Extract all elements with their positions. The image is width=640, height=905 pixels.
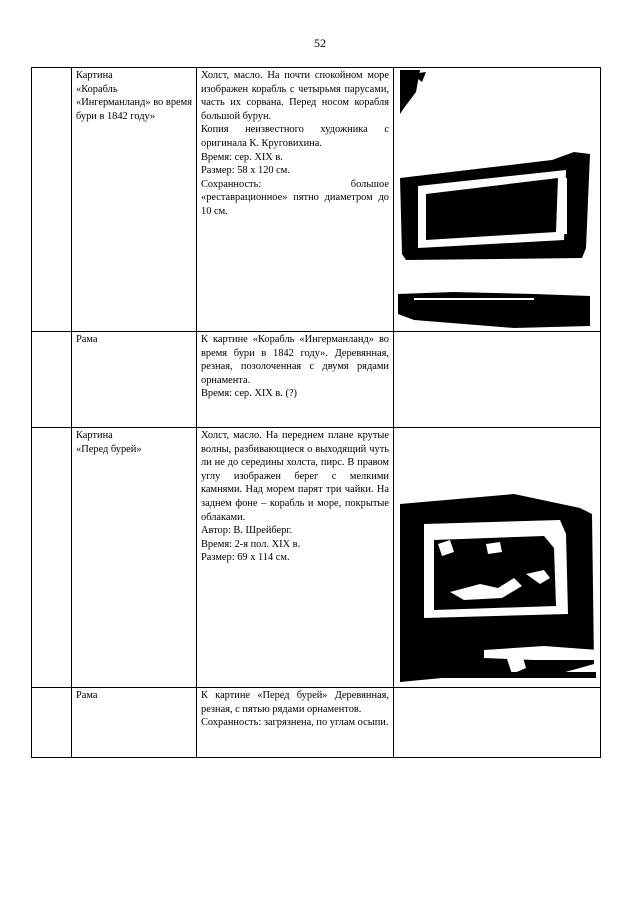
row-number-cell xyxy=(32,68,72,332)
row-number-cell xyxy=(32,428,72,688)
table-row xyxy=(32,68,601,332)
description-line: К картине «Перед бурей» Деревянная, резная, с пятью рядами орнаментов. xyxy=(201,690,389,715)
item-name-cell xyxy=(72,428,197,688)
painting-photo xyxy=(394,428,601,687)
description-line: Размер: 69 х 114 см. xyxy=(201,552,290,564)
description-line: К картине «Корабль «Ингерманланд» во время бури в 1842 году». Деревянная, резная, позолоченная с двумя рядами орнамента. xyxy=(201,334,389,386)
description-line: Время: сер. XIX в. xyxy=(201,151,283,163)
item-photo-cell xyxy=(394,688,601,758)
page-number: 52 xyxy=(314,36,326,50)
item-photo-cell xyxy=(394,428,601,688)
table-row xyxy=(32,688,601,758)
item-type: Картина xyxy=(76,70,113,81)
item-description-cell xyxy=(197,688,394,758)
description-line: Размер: 58 х 120 см. xyxy=(201,165,290,177)
item-description-cell xyxy=(197,68,394,332)
description-line: Сохранность: большое «реставрационное» пятно диаметром до 10 см. xyxy=(201,178,389,217)
item-type: Рама xyxy=(76,334,98,345)
table-row xyxy=(32,428,601,688)
description-line: Время: 2-я пол. XIX в. xyxy=(201,538,301,550)
item-title: «Корабль «Ингерманланд» во время бури в 1842 году» xyxy=(76,83,192,122)
item-photo-cell xyxy=(394,68,601,332)
painting-photo xyxy=(394,68,601,331)
row-number-cell xyxy=(32,332,72,428)
description-line: Автор: В. Шрейберг. xyxy=(201,525,293,537)
description-line: Холст, масло. На почти спокойном море изображен корабль с четырьмя парусами, часть их сорвана. Перед носом корабля большой бурун. xyxy=(201,70,389,122)
table-row xyxy=(32,332,601,428)
item-name-cell xyxy=(72,68,197,332)
row-number-cell xyxy=(32,688,72,758)
description-line: Копия неизвестного художника с оригинала К. Круговихина. xyxy=(201,124,389,149)
item-description-cell xyxy=(197,428,394,688)
description-line: Время: сер. XIX в. (?) xyxy=(201,388,298,400)
item-type: Рама xyxy=(76,690,98,701)
description-line: Сохранность: загрязнена, по углам осыпи. xyxy=(201,717,389,729)
item-photo-cell xyxy=(394,332,601,428)
item-description-cell xyxy=(197,332,394,428)
item-name-cell xyxy=(72,688,197,758)
item-type: Картина xyxy=(76,430,113,441)
inventory-table xyxy=(31,67,601,758)
item-name-cell xyxy=(72,332,197,428)
item-title: «Перед бурей» xyxy=(76,443,142,455)
description-line: Холст, масло. На переднем плане крутые волны, разбивающиеся о выходящий чуть ли не до середины холста, пирс. В правом углу изображен берег с мелкими камнями. Над морем парят три чайки. На заднем фоне – корабль и море, покрытые облаками. xyxy=(201,430,389,523)
